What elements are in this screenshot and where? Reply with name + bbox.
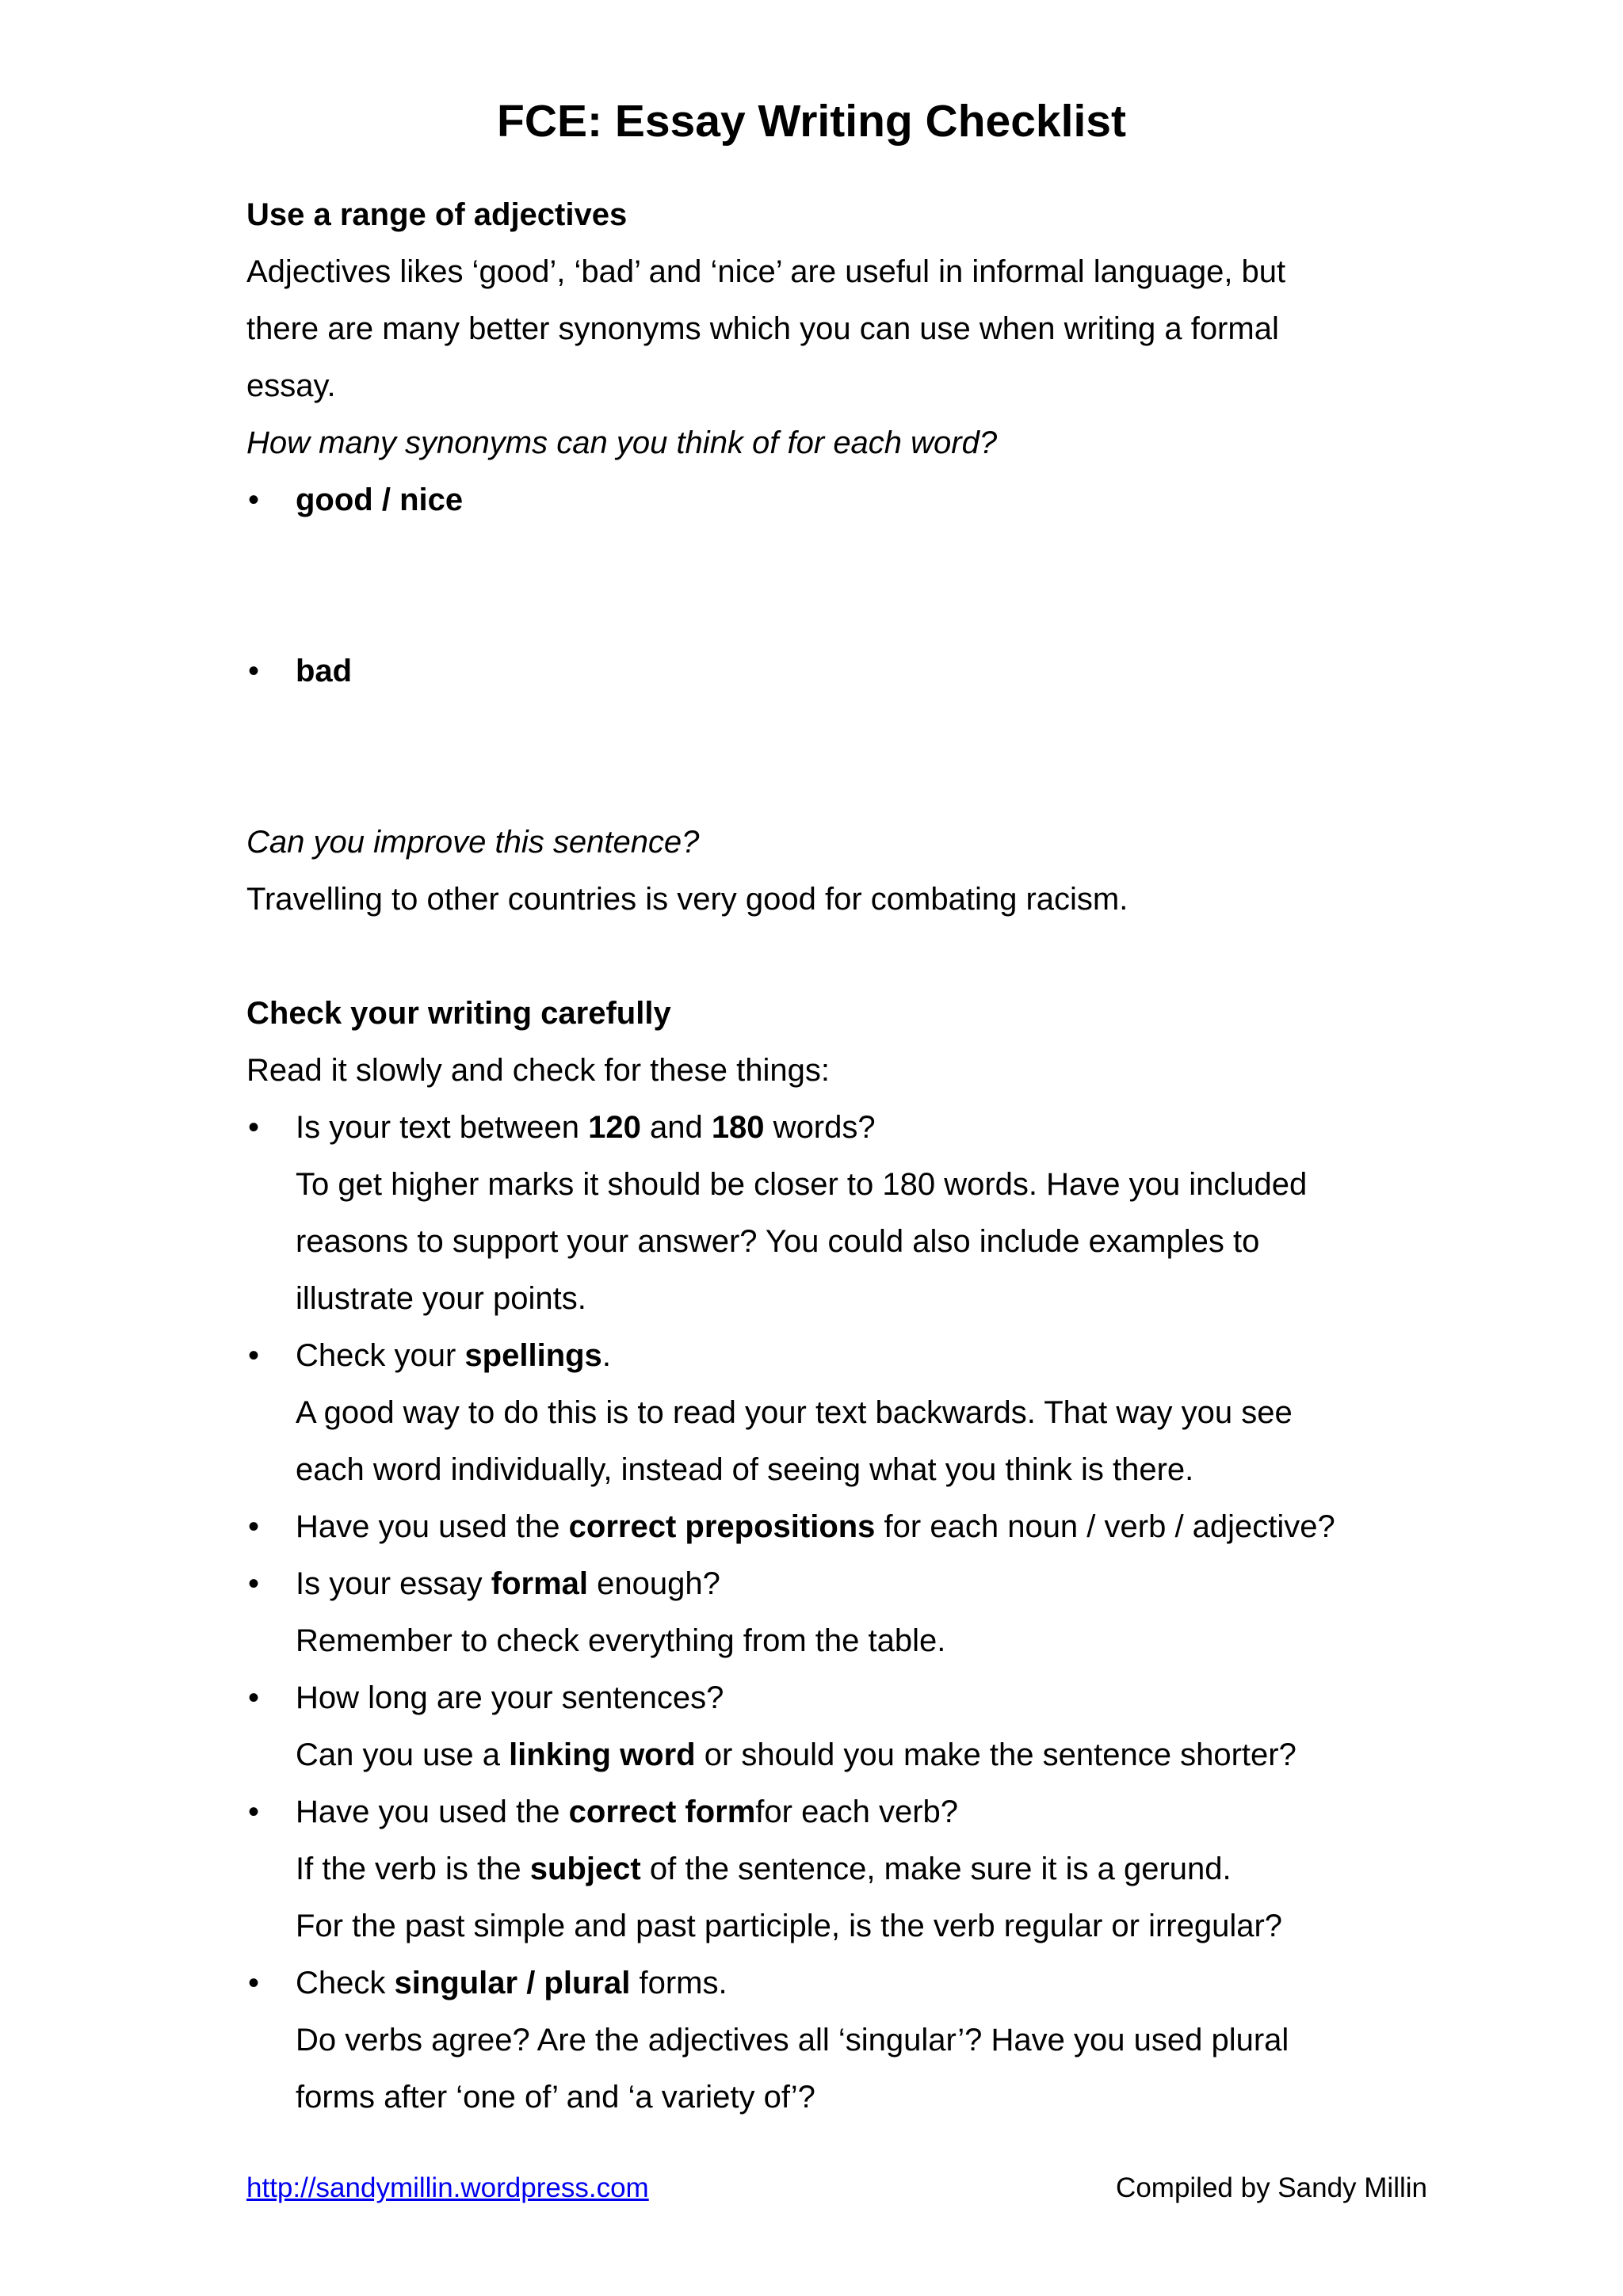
bullet-icon: • <box>248 1566 260 1601</box>
bold-term: singular / plural <box>394 1966 631 2000</box>
word-max: 180 <box>711 1110 765 1145</box>
checklist-detail: each word individually, instead of seeing what you think is there. <box>296 1452 1194 1487</box>
bold-term: spellings <box>464 1338 602 1373</box>
checklist-item-prepositions <box>246 1498 1403 1555</box>
text-span: If the verb is the <box>296 1852 530 1886</box>
text-span: . <box>601 1338 611 1373</box>
improve-sentence: Travelling to other countries is very good for combating racism. <box>246 882 1128 917</box>
checklist-detail: reasons to support your answer? You could also include examples to <box>296 1224 1260 1259</box>
checklist-detail: A good way to do this is to read your text backwards. That way you see <box>296 1395 1293 1430</box>
text-span: for each noun / verb / adjective? <box>875 1509 1335 1544</box>
page-title: FCE: Essay Writing Checklist <box>497 96 1126 147</box>
checklist-item-singular-plural <box>246 1955 1403 2126</box>
checklist-item-text <box>296 1099 1403 1156</box>
bold-term: correct prepositions <box>568 1509 876 1544</box>
section-heading-check: Check your writing carefully <box>246 996 671 1031</box>
blog-link[interactable]: http://sandymillin.wordpress.com <box>246 2172 649 2203</box>
bullet-icon: • <box>248 1338 260 1373</box>
bullet-icon: • <box>248 1966 260 2000</box>
checklist-item-verb-form <box>246 1783 1403 1955</box>
answer-space <box>246 700 1403 814</box>
section-heading-adjectives: Use a range of adjectives <box>246 197 628 232</box>
bullet-icon: • <box>248 1110 260 1145</box>
bullet-icon: • <box>248 1680 260 1715</box>
checklist-detail: For the past simple and past participle, is the verb regular or irregular? <box>296 1909 1283 1943</box>
word-min: 120 <box>588 1110 641 1145</box>
answer-space <box>246 528 1403 643</box>
paragraph-line: there are many better synonyms which you can use when writing a formal <box>246 311 1279 346</box>
checklist-detail: forms after ‘one of’ and ‘a variety of’? <box>296 2080 815 2115</box>
text-span: of the sentence, make sure it is a gerund. <box>640 1852 1232 1886</box>
bold-term: formal <box>491 1566 589 1601</box>
text-span: Can you use a <box>296 1737 510 1772</box>
list-item-label: bad <box>296 654 353 688</box>
checklist-detail: illustrate your points. <box>296 1281 586 1316</box>
list-item-bad <box>246 643 1403 700</box>
checklist-item-text: How long are your sentences? <box>296 1680 724 1715</box>
text-span: Is your text between <box>296 1110 589 1145</box>
document-body <box>246 186 1403 2126</box>
checklist-detail: Remember to check everything from the table. <box>296 1623 946 1658</box>
checklist-detail <box>296 1726 1403 1783</box>
bullet-icon: • <box>248 482 260 517</box>
text-span: or should you make the sentence shorter? <box>695 1737 1296 1772</box>
checklist-detail: To get higher marks it should be closer to 180 words. Have you included <box>296 1167 1308 1202</box>
text-span: forms. <box>630 1966 727 2000</box>
checklist-item-text <box>296 1955 1403 2012</box>
synonyms-question: How many synonyms can you think of for each word? <box>246 425 998 460</box>
text-span: Is your essay <box>296 1566 491 1601</box>
checklist-detail: Do verbs agree? Are the adjectives all ‘singular’? Have you used plural <box>296 2023 1289 2058</box>
text-span: Have you used the <box>296 1794 569 1829</box>
list-item-label: good / nice <box>296 482 464 517</box>
text-span: enough? <box>588 1566 720 1601</box>
checklist-item-sentences <box>246 1669 1403 1783</box>
bullet-icon: • <box>248 1509 260 1544</box>
checklist-item-text <box>296 1498 1403 1555</box>
text-span: Check <box>296 1966 395 2000</box>
text-span: words? <box>764 1110 876 1145</box>
checklist-item-spellings <box>246 1327 1403 1498</box>
bold-term: correct form <box>568 1794 756 1829</box>
checklist-item-text <box>296 1555 1403 1612</box>
text-span: Check your <box>296 1338 465 1373</box>
author-credit: Compiled by Sandy Millin <box>1116 2172 1427 2203</box>
paragraph-line: Adjectives likes ‘good’, ‘bad’ and ‘nice’ are useful in informal language, but <box>246 254 1286 289</box>
checklist-item-text <box>296 1783 1403 1840</box>
bold-term: subject <box>529 1852 641 1886</box>
bullet-icon: • <box>248 1794 260 1829</box>
list-item-good-nice <box>246 471 1403 528</box>
improve-prompt: Can you improve this sentence? <box>246 825 700 860</box>
bullet-icon: • <box>248 654 260 688</box>
section-intro: Read it slowly and check for these things: <box>246 1053 830 1088</box>
text-span: Have you used the <box>296 1509 569 1544</box>
section-gap <box>246 928 1403 985</box>
text-span: and <box>640 1110 712 1145</box>
text-span: for each verb? <box>755 1794 958 1829</box>
checklist-item-word-count <box>246 1099 1403 1327</box>
checklist-item-formal <box>246 1555 1403 1669</box>
bold-term: linking word <box>509 1737 696 1772</box>
checklist-item-text <box>296 1327 1403 1384</box>
checklist-detail <box>296 1840 1403 1897</box>
paragraph-line: essay. <box>246 368 336 403</box>
